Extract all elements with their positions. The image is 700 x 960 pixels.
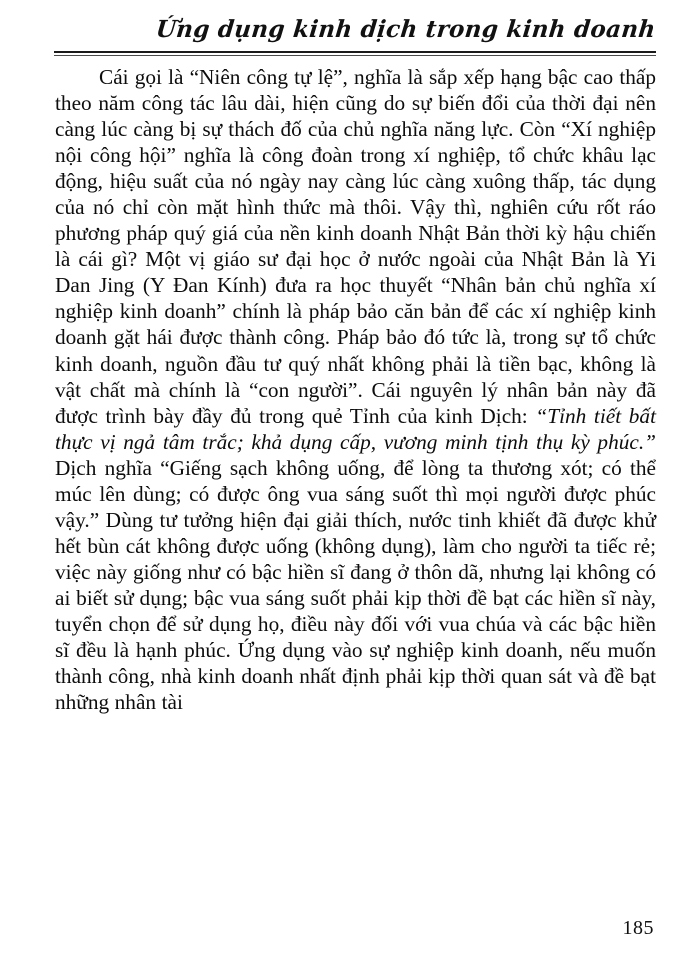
paragraph-tail-text: Dịch nghĩa “Giếng sạch không uống, để lòng ta thương xót; có thể múc lên dùng; có được ông vua sáng suốt thì mọi người được phúc vậy.” Dùng tư tưởng hiện đại giải thích, nước tinh khiết đã được khử hết bùn cát không được uống (không dụng), làm cho người ta tiếc rẻ; việc này giống như có bậc hiền sĩ đang ở thôn dã, nhưng lại không có ai biết sử dụng; bậc vua sáng suốt phải kịp thời đề bạt các hiền sĩ này, tuyển chọn để sử dụng họ, điều này đối với vua chúa và các bậc hiền sĩ đều là hạnh phúc. Ứng dụng vào sự nghiệp kinh doanh, nếu muốn thành công, nhà kinh doanh nhất định phải kịp thời quan sát và đề bạt những nhân tài — [55, 455, 656, 715]
body-text-block — [55, 64, 656, 715]
running-head-title: Ứng dụng kinh dịch trong kinh doanh — [154, 15, 657, 43]
running-head — [55, 12, 655, 46]
page-number: 185 — [622, 917, 654, 939]
paragraph-lead-text: Cái gọi là “Niên công tự lệ”, nghĩa là sắp xếp hạng bậc cao thấp theo năm công tác lâu dài, hiện cũng do sự biến đổi của thời đại nên càng lúc càng bị sự thách đố của chủ nghĩa năng lực. Còn “Xí nghiệp nội công hội” nghĩa là công đoàn trong xí nghiệp, tổ chức khâu lạc động, hiệu suất của nó ngày nay càng lúc càng xuông thấp, tác dụng của nó chỉ còn mặt hình thức mà thôi. Vậy thì, nghiên cứu rốt ráo phương pháp quý giá của nền kinh doanh Nhật Bản thời kỳ hậu chiến là cái gì? Một vị giáo sư đại học ở nước ngoài của Nhật Bản là Yi Dan Jing (Y Đan Kính) đưa ra học thuyết “Nhân bản chủ nghĩa xí nghiệp kinh doanh” chính là pháp bảo căn bản để các xí nghiệp kinh doanh gặt hái được thành công. Pháp bảo đó tức là, trong sự tổ chức kinh doanh, nguồn đầu tư quý nhất không phải là tiền bạc, không là vật chất mà chính là “con người”. Cái nguyên lý nhân bản này đã được trình bày đầy đủ trong quẻ Tỉnh của kinh Dịch: — [55, 65, 656, 428]
paragraph — [55, 64, 656, 715]
header-rule-divider — [54, 51, 656, 53]
classical-quote-italic: “Tỉnh tiết bất thực vị ngả tâm trắc; khả dụng cấp, vương minh tịnh thụ kỳ phúc.” — [55, 403, 656, 454]
